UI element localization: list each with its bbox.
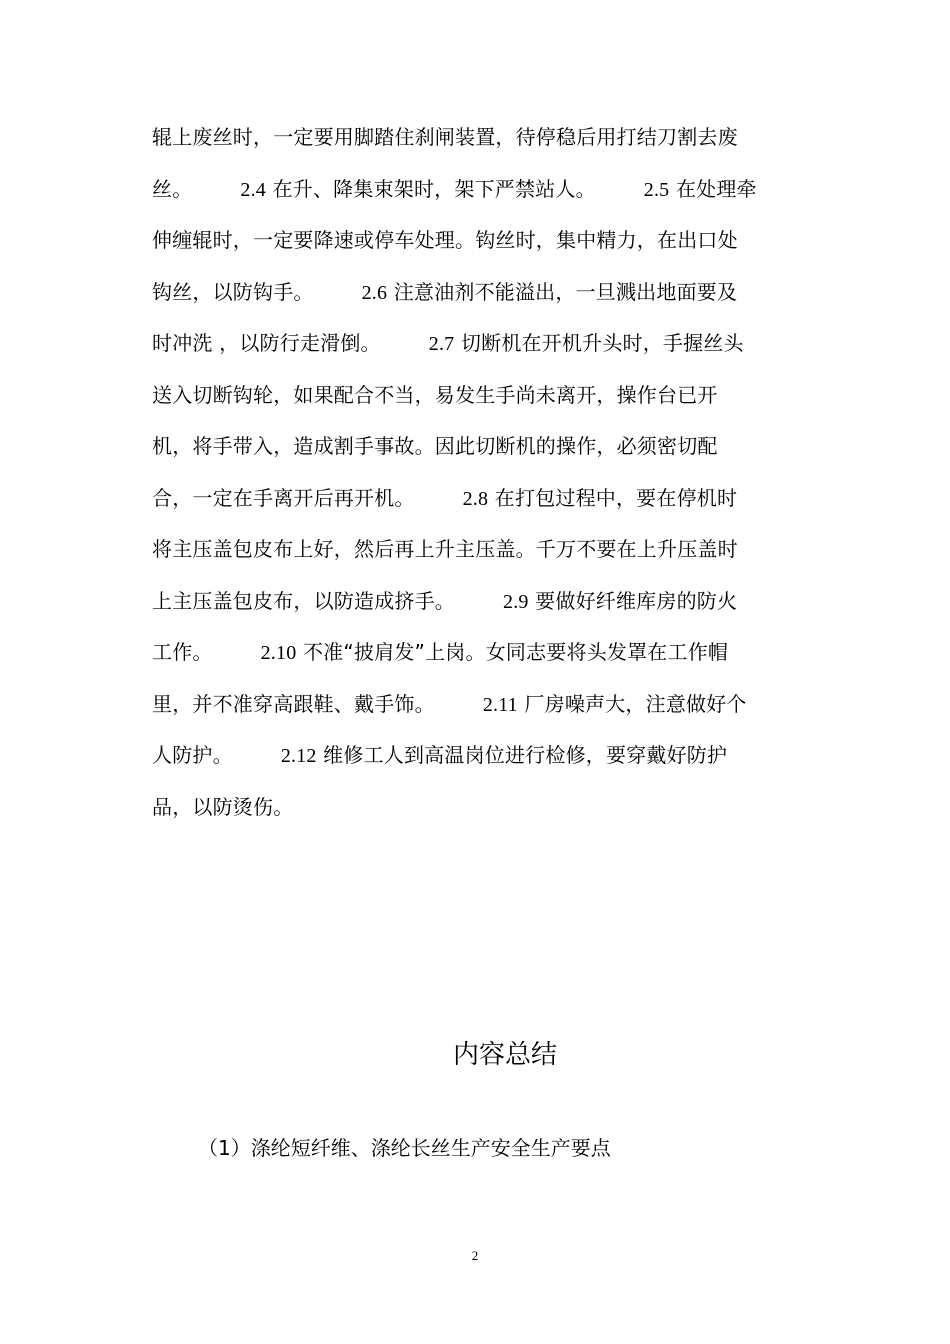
clause-number: 2.11: [482, 693, 518, 716]
body-line: [152, 691, 812, 718]
body-line: [152, 742, 812, 769]
line-text: 品，以防烫伤。: [152, 794, 294, 819]
line-text: 在打包过程中，要在停机时: [488, 485, 738, 510]
body-line: [152, 279, 812, 306]
body-line: [152, 588, 812, 615]
body-line: [152, 536, 812, 562]
body-line: [152, 330, 812, 357]
line-text: 合，一定在手离开后再开机。: [152, 485, 415, 510]
clause-number: 2.9: [503, 590, 529, 613]
line-text: 钩丝，以防钩手。: [152, 279, 314, 304]
line-text: 辊上废丝时，一定要用脚踏住刹闸装置，待停稳后用打结刀割去废: [152, 125, 738, 149]
summary-heading: 内容总结: [452, 1040, 557, 1070]
line-text: 在处理牵: [669, 176, 757, 201]
body-line: [152, 794, 812, 820]
body-line: [152, 639, 812, 666]
line-text: 要做好纤维库房的防火: [528, 588, 738, 613]
clause-number: 2.12: [280, 745, 317, 767]
line-text: 人防护。: [152, 743, 233, 767]
summary-item: （1）涤纶短纤维、涤纶长丝生产安全生产要点: [198, 1136, 611, 1160]
body-line: [152, 485, 812, 512]
clause-number: 2.6: [361, 281, 388, 304]
clause-number: 2.10: [260, 642, 297, 664]
line-text: 注意油剂不能溢出，一旦溅出地面要及: [387, 279, 738, 304]
line-text: 切断机在开机升头时，手握丝头: [454, 331, 744, 355]
clause-number: 2.5: [643, 178, 670, 201]
body-line: [152, 124, 812, 150]
clause-number: 2.8: [462, 487, 489, 510]
line-text: 时冲洗 ，以防行走滑倒。: [152, 331, 381, 355]
line-text: 在升、降集束架时，架下严禁站人。: [266, 176, 596, 201]
body-line: [152, 176, 812, 203]
clause-number: 2.4: [240, 178, 267, 201]
line-text: 工作。: [152, 640, 213, 664]
line-text: 送入切断钩轮，如果配合不当，易发生手尚未离开，操作台已开: [152, 382, 718, 407]
line-text: 丝。: [152, 176, 193, 201]
line-text: 将主压盖包皮布上好，然后再上升主压盖。千万不要在上升压盖时: [152, 537, 738, 561]
line-text: 上主压盖包皮布，以防造成挤手。: [152, 588, 455, 613]
page-number: 2: [471, 1248, 479, 1263]
body-line: [152, 382, 812, 408]
line-text: 伸缠辊时，一定要降速或停车处理。钩丝时，集中精力，在出口处: [152, 228, 738, 252]
line-text: 维修工人到高温岗位进行检修，要穿戴好防护: [316, 743, 728, 767]
line-text: 厂房噪声大，注意做好个: [517, 691, 747, 716]
line-text: 不准“披肩发”上岗。女同志要将头发罩在工作帽: [296, 640, 729, 664]
line-text: 里，并不准穿高跟鞋、戴手饰。: [152, 691, 435, 716]
line-text: 机，将手带入，造成割手事故。因此切断机的操作，必须密切配: [152, 434, 718, 458]
body-line: [152, 433, 812, 459]
body-line: [152, 227, 812, 253]
clause-number: 2.7: [428, 333, 455, 355]
